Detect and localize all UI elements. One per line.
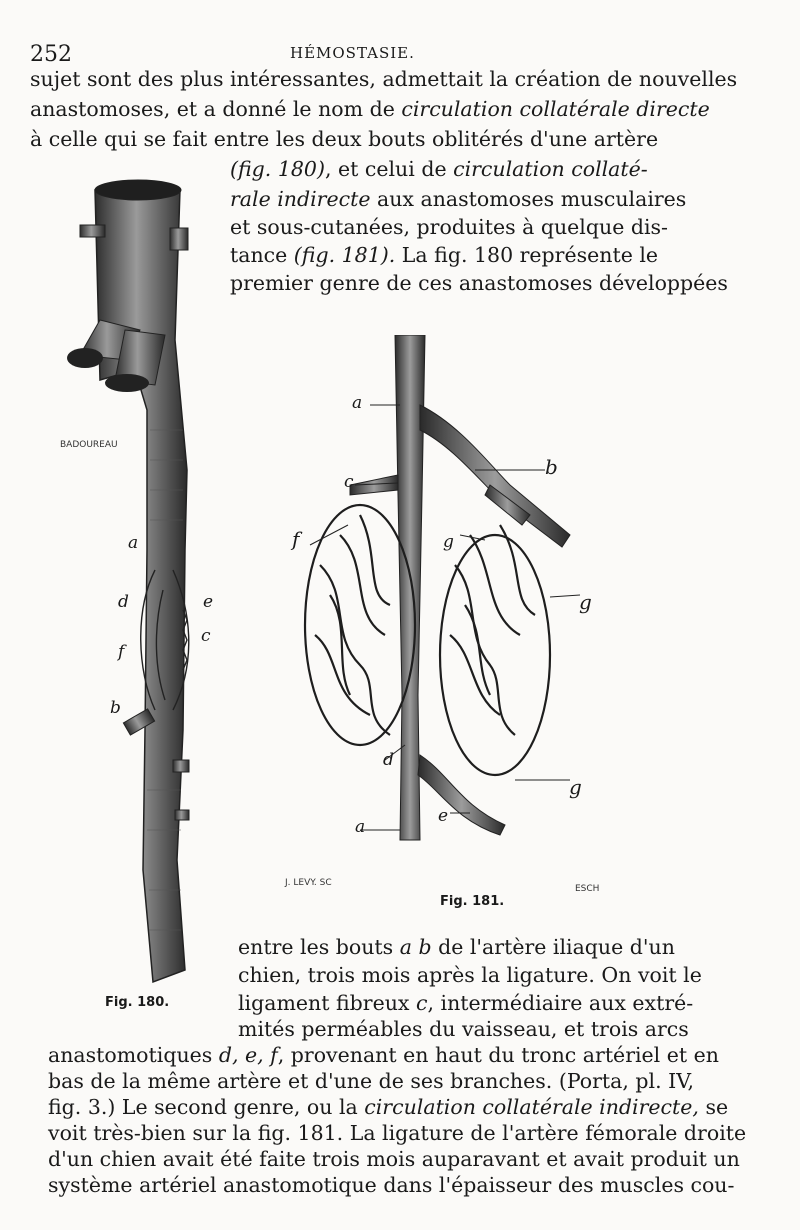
engraver-signature: BADOUREAU <box>60 440 118 450</box>
fig181-label-d: d <box>383 750 394 770</box>
figure-180-caption: Fig. 180. <box>105 995 170 1010</box>
text-line: tance (fig. 181). La fig. 180 représente le <box>230 243 659 267</box>
fig181-label-c: c <box>344 472 354 492</box>
fig180-label-c: c <box>201 626 211 646</box>
text-line: premier genre de ces anastomoses développées <box>230 271 728 295</box>
fig181-label-a-bottom: a <box>355 817 366 837</box>
page-number: 252 <box>30 42 72 67</box>
fig180-label-d: d <box>118 592 129 612</box>
text-line: chien, trois mois après la ligature. On voit le <box>238 963 702 987</box>
fig180-label-a: a <box>128 533 139 553</box>
fig181-label-b: b <box>545 455 558 479</box>
fig181-label-a-top: a <box>352 393 363 413</box>
text-line: mités perméables du vaisseau, et trois arcs <box>238 1017 689 1041</box>
fig181-label-g3: g <box>569 775 582 799</box>
engraver-signature-right: ESCH <box>575 884 600 894</box>
text-line: anastomoses, et a donné le nom de circulation collatérale directe <box>30 97 710 121</box>
text-line: fig. 3.) Le second genre, ou la circulation collatérale indirecte, se <box>48 1095 729 1119</box>
text-line: système artériel anastomotique dans l'épaisseur des muscles cou- <box>48 1173 735 1197</box>
text-line: à celle qui se fait entre les deux bouts oblitérés d'une artère <box>30 127 659 151</box>
fig181-label-g1: g <box>443 532 454 552</box>
text-line: bas de la même artère et d'une de ses branches. (Porta, pl. IV, <box>48 1069 694 1093</box>
text-line: ligament fibreux c, intermédiaire aux extré- <box>238 991 694 1015</box>
fig181-label-f: f <box>292 527 300 551</box>
text-line: entre les bouts a b de l'artère iliaque d'un <box>238 935 675 959</box>
running-title: HÉMOSTASIE. <box>290 44 415 62</box>
fig180-label-e: e <box>203 592 214 612</box>
text-line: et sous-cutanées, produites à quelque dis- <box>230 215 668 239</box>
figure-181-caption: Fig. 181. <box>440 894 505 909</box>
text-line: rale indirecte aux anastomoses musculaires <box>230 187 687 211</box>
text-line: d'un chien avait été faite trois mois auparavant et avait produit un <box>48 1147 740 1171</box>
figure-180-illustration <box>55 170 225 1000</box>
fig180-label-f: f <box>118 642 125 662</box>
engraver-signature-left: J. LEVY. SC <box>285 878 332 888</box>
fig181-label-e: e <box>438 806 449 826</box>
text-line: sujet sont des plus intéressantes, admettait la création de nouvelles <box>30 67 738 91</box>
fig180-label-b: b <box>110 698 121 718</box>
text-line: anastomotiques d, e, f, provenant en haut du tronc artériel et en <box>48 1043 719 1067</box>
text-line: voit très-bien sur la fig. 181. La ligature de l'artère fémorale droite <box>48 1121 747 1145</box>
fig181-label-g2: g <box>579 590 592 614</box>
figure-181-illustration <box>290 335 610 855</box>
text-line: (fig. 180), et celui de circulation collaté- <box>230 157 648 181</box>
